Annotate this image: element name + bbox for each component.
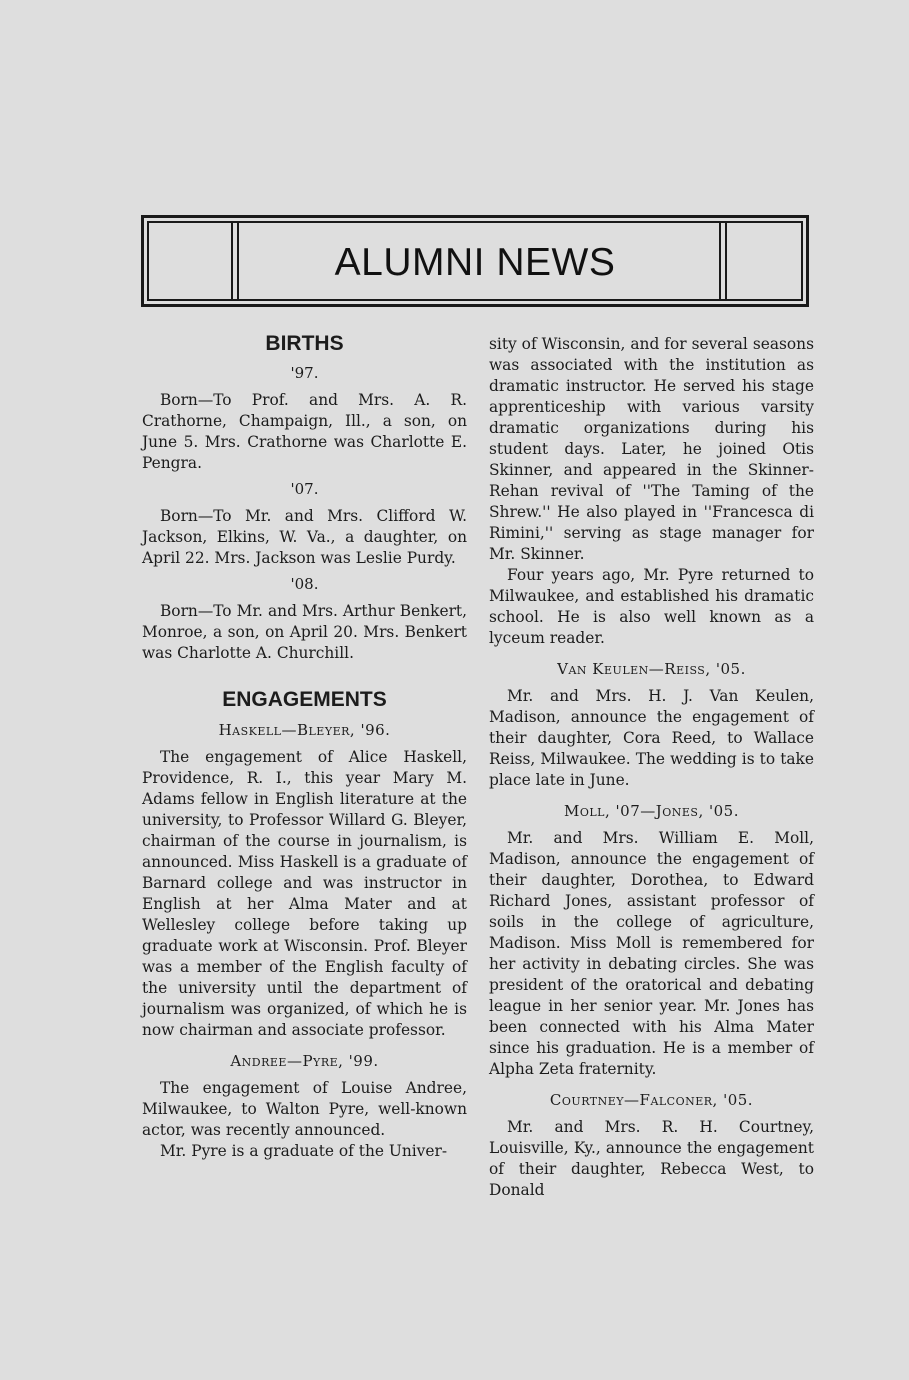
title-banner — [141, 215, 809, 307]
entry-courtney: Mr. and Mrs. R. H. Courtney, Louisville, Ky., announce the engagement of their daughter, Rebecca West, to Donald — [489, 1118, 814, 1199]
right-column — [489, 334, 814, 1201]
entry-andree-p2-cont: sity of Wisconsin, and for several seasons was associated with the institution as dramatic instructor. He served his stage apprenticeship with various varsity dramatic organizations during his student days. Later, he joined Otis Skinner, and appeared in the Skinner-Rehan revival of ''The Taming of the Shrew.'' He also played in ''Francesca di Rimini,'' serving as stage manager for Mr. Skinner. — [489, 335, 814, 563]
entry-vankeulen: Mr. and Mrs. H. J. Van Keulen, Madison, announce the engagement of their daughter, Cora Reed, to Wallace Reiss, Milwaukee. The wedding is to take place late in June. — [489, 687, 814, 789]
entry-andree-p1: The engagement of Louise Andree, Milwaukee, to Walton Pyre, well-known actor, was recently announced. — [142, 1079, 467, 1139]
entry-moll: Mr. and Mrs. William E. Moll, Madison, announce the engagement of their daughter, Dorothea, to Edward Richard Jones, assistant professor of soils in the college of agriculture, Madison. Miss Moll is remembered for her activity in debating circles. She was president of the oratorical and debating league in her senior year. Mr. Jones has been connected with his Alma Mater since his graduation. He is a member of Alpha Zeta fraternity. — [489, 829, 814, 1078]
birth-year-2: '07. — [290, 480, 319, 498]
birth-year-1: '97. — [290, 364, 319, 382]
left-column — [142, 330, 467, 1162]
births-heading: BIRTHS — [265, 332, 344, 355]
subhead-vankeulen: Van Keulen—Reiss, '05. — [557, 660, 746, 678]
entry-haskell: The engagement of Alice Haskell, Providence, R. I., this year Mary M. Adams fellow in English literature at the university, to Professor Willard G. Bleyer, chairman of the course in journalism, is announced. Miss Haskell is a graduate of Barnard college and was instructor in English at her Alma Mater and at Wellesley college before taking up graduate work at Wisconsin. Prof. Bleyer was a member of the English faculty of the university until the department of journalism was organized, of which he is now chairman and associate professor. — [142, 748, 467, 1039]
birth-entry-1: Born—To Prof. and Mrs. A. R. Crathorne, Champaign, Ill., a son, on June 5. Mrs. Crathorne was Charlotte E. Pengra. — [142, 391, 467, 472]
subhead-courtney: Courtney—Falconer, '05. — [549, 1091, 754, 1109]
entry-andree-p2-start: Mr. Pyre is a graduate of the Univer- — [160, 1142, 448, 1160]
engagements-heading: ENGAGEMENTS — [222, 688, 387, 711]
birth-entry-3: Born—To Mr. and Mrs. Arthur Benkert, Monroe, a son, on April 20. Mrs. Benkert was Charlotte A. Churchill. — [142, 602, 467, 662]
subhead-haskell: Haskell—Bleyer, '96. — [218, 721, 391, 739]
subhead-andree: Andree—Pyre, '99. — [230, 1052, 379, 1070]
banner-inner-frame — [147, 221, 803, 301]
birth-entry-2: Born—To Mr. and Mrs. Clifford W. Jackson, Elkins, W. Va., a daughter, on April 22. Mrs. Jackson was Leslie Purdy. — [142, 507, 467, 567]
birth-year-3: '08. — [290, 575, 319, 593]
page-title: ALUMNI NEWS — [334, 241, 616, 284]
subhead-moll: Moll, '07—Jones, '05. — [564, 802, 739, 820]
entry-andree-p3: Four years ago, Mr. Pyre returned to Milwaukee, and established his dramatic school. He is also well known as a lyceum reader. — [489, 566, 814, 647]
